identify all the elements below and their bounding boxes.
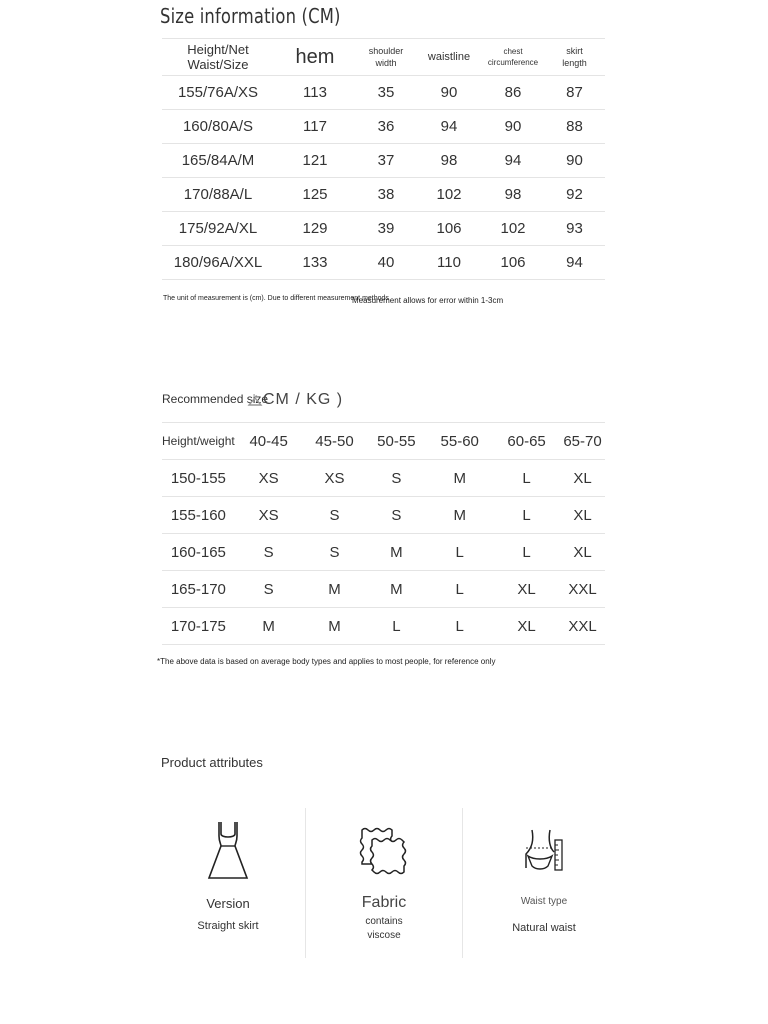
header-weight-range: 60-65 — [493, 423, 560, 460]
attribute-divider — [462, 808, 463, 958]
table-cell: L — [426, 571, 493, 608]
table-cell: 155/76A/XS — [162, 76, 274, 110]
table-cell: L — [426, 608, 493, 645]
table-row — [162, 608, 605, 645]
table-cell: XL — [493, 608, 560, 645]
attribute-fabric — [306, 808, 462, 958]
table-cell: M — [366, 534, 426, 571]
table-cell: 165-170 — [162, 571, 235, 608]
header-chest-circumference — [482, 39, 544, 76]
table-cell: 39 — [356, 212, 416, 246]
table-cell: 36 — [356, 110, 416, 144]
header-skirt-length — [544, 39, 605, 76]
table-cell: 98 — [416, 144, 482, 178]
table-cell: 87 — [544, 76, 605, 110]
table-cell: 35 — [356, 76, 416, 110]
attribute-value-line1: contains — [365, 916, 403, 927]
header-size: Height/Net Waist/Size — [162, 39, 274, 76]
recommended-size-title: Recommended size — [162, 392, 269, 406]
table-cell: 180/96A/XXL — [162, 246, 274, 280]
table-cell: 90 — [482, 110, 544, 144]
measurement-note: The unit of measurement is (cm). Due to different measurement methods — [163, 295, 389, 302]
fabric-swatch-icon — [358, 826, 410, 876]
table-cell: XXL — [560, 571, 605, 608]
measurement-error-note: Measurement allows for error within 1-3cm — [352, 296, 504, 305]
header-chest-line1: chest — [503, 47, 523, 56]
header-shoulder-line2: width — [375, 58, 397, 68]
table-cell: XL — [560, 460, 605, 497]
table-cell: XL — [493, 571, 560, 608]
table-cell: 102 — [482, 212, 544, 246]
table-cell: 37 — [356, 144, 416, 178]
header-shoulder-line1: shoulder — [368, 46, 404, 56]
table-cell: L — [493, 460, 560, 497]
table-cell: M — [426, 497, 493, 534]
table-row — [162, 144, 605, 178]
table-cell: 106 — [482, 246, 544, 280]
table-cell: S — [366, 497, 426, 534]
attribute-label: Waist type — [520, 896, 568, 907]
table-row — [162, 497, 605, 534]
table-cell: 106 — [416, 212, 482, 246]
attributes-panel — [150, 808, 620, 958]
header-height-weight: Height/weight — [162, 423, 235, 460]
table-row — [162, 212, 605, 246]
table-cell: 94 — [482, 144, 544, 178]
table-cell: S — [366, 460, 426, 497]
table-cell: 129 — [274, 212, 356, 246]
table-cell: L — [426, 534, 493, 571]
table-cell: 110 — [416, 246, 482, 280]
attribute-label: Version — [206, 896, 250, 911]
table-cell: 170/88A/L — [162, 178, 274, 212]
table-cell: 90 — [416, 76, 482, 110]
dress-icon — [206, 820, 250, 882]
table-cell: XS — [303, 460, 367, 497]
size-info-table — [162, 38, 605, 280]
table-row — [162, 178, 605, 212]
table-cell: M — [303, 571, 367, 608]
table-row — [162, 460, 605, 497]
table-cell: 88 — [544, 110, 605, 144]
size-table-header-row — [162, 39, 605, 76]
reference-note: *The above data is based on average body types and applies to most people, for reference only — [157, 657, 496, 666]
table-cell: S — [303, 497, 367, 534]
table-cell: XL — [560, 497, 605, 534]
hanger-icon — [247, 393, 263, 409]
table-cell: 121 — [274, 144, 356, 178]
table-cell: 90 — [544, 144, 605, 178]
table-cell: 125 — [274, 178, 356, 212]
table-cell: S — [235, 534, 303, 571]
table-cell: M — [235, 608, 303, 645]
header-hem: hem — [274, 39, 356, 76]
table-row — [162, 246, 605, 280]
header-skirt-line1: skirt — [566, 46, 583, 56]
table-cell: 165/84A/M — [162, 144, 274, 178]
header-weight-range: 45-50 — [303, 423, 367, 460]
attribute-value: Straight skirt — [197, 920, 259, 932]
table-cell: M — [366, 571, 426, 608]
header-weight-range: 55-60 — [426, 423, 493, 460]
table-cell: 92 — [544, 178, 605, 212]
table-cell: 40 — [356, 246, 416, 280]
header-weight-range: 40-45 — [235, 423, 303, 460]
table-cell: 38 — [356, 178, 416, 212]
table-row — [162, 76, 605, 110]
table-row — [162, 534, 605, 571]
table-cell: 94 — [416, 110, 482, 144]
table-cell: XS — [235, 460, 303, 497]
table-cell: 133 — [274, 246, 356, 280]
header-weight-range: 65-70 — [560, 423, 605, 460]
table-cell: 175/92A/XL — [162, 212, 274, 246]
size-info-title: Size information (CM) — [160, 4, 341, 28]
table-cell: XXL — [560, 608, 605, 645]
table-row — [162, 571, 605, 608]
table-cell: XS — [235, 497, 303, 534]
recommended-size-unit: CM / KG ) — [263, 391, 344, 408]
table-row — [162, 110, 605, 144]
header-shoulder-width — [356, 39, 416, 76]
table-cell: L — [493, 534, 560, 571]
table-cell: L — [493, 497, 560, 534]
attribute-value-line2: viscose — [367, 930, 401, 941]
header-skirt-line2: length — [562, 58, 587, 68]
rec-table-header-row — [162, 423, 605, 460]
table-cell: S — [235, 571, 303, 608]
attribute-waist-type — [466, 808, 622, 958]
table-cell: M — [303, 608, 367, 645]
header-waistline: waistline — [416, 39, 482, 76]
table-cell: 160/80A/S — [162, 110, 274, 144]
attribute-value: Natural waist — [512, 922, 576, 934]
table-cell: L — [366, 608, 426, 645]
recommended-size-table — [162, 422, 605, 645]
table-cell: M — [426, 460, 493, 497]
attribute-label: Fabric — [361, 894, 407, 911]
header-weight-range: 50-55 — [366, 423, 426, 460]
waist-measure-icon — [522, 828, 566, 874]
table-cell: 102 — [416, 178, 482, 212]
table-cell: 86 — [482, 76, 544, 110]
table-cell: 150-155 — [162, 460, 235, 497]
attribute-version — [150, 808, 306, 958]
table-cell: 98 — [482, 178, 544, 212]
table-cell: 94 — [544, 246, 605, 280]
table-cell: 155-160 — [162, 497, 235, 534]
header-chest-line2: circumference — [487, 58, 539, 67]
table-cell: 170-175 — [162, 608, 235, 645]
table-cell: 93 — [544, 212, 605, 246]
table-cell: 160-165 — [162, 534, 235, 571]
table-cell: XL — [560, 534, 605, 571]
product-attributes-title: Product attributes — [161, 755, 263, 770]
table-cell: 117 — [274, 110, 356, 144]
table-cell: 113 — [274, 76, 356, 110]
table-cell: S — [303, 534, 367, 571]
